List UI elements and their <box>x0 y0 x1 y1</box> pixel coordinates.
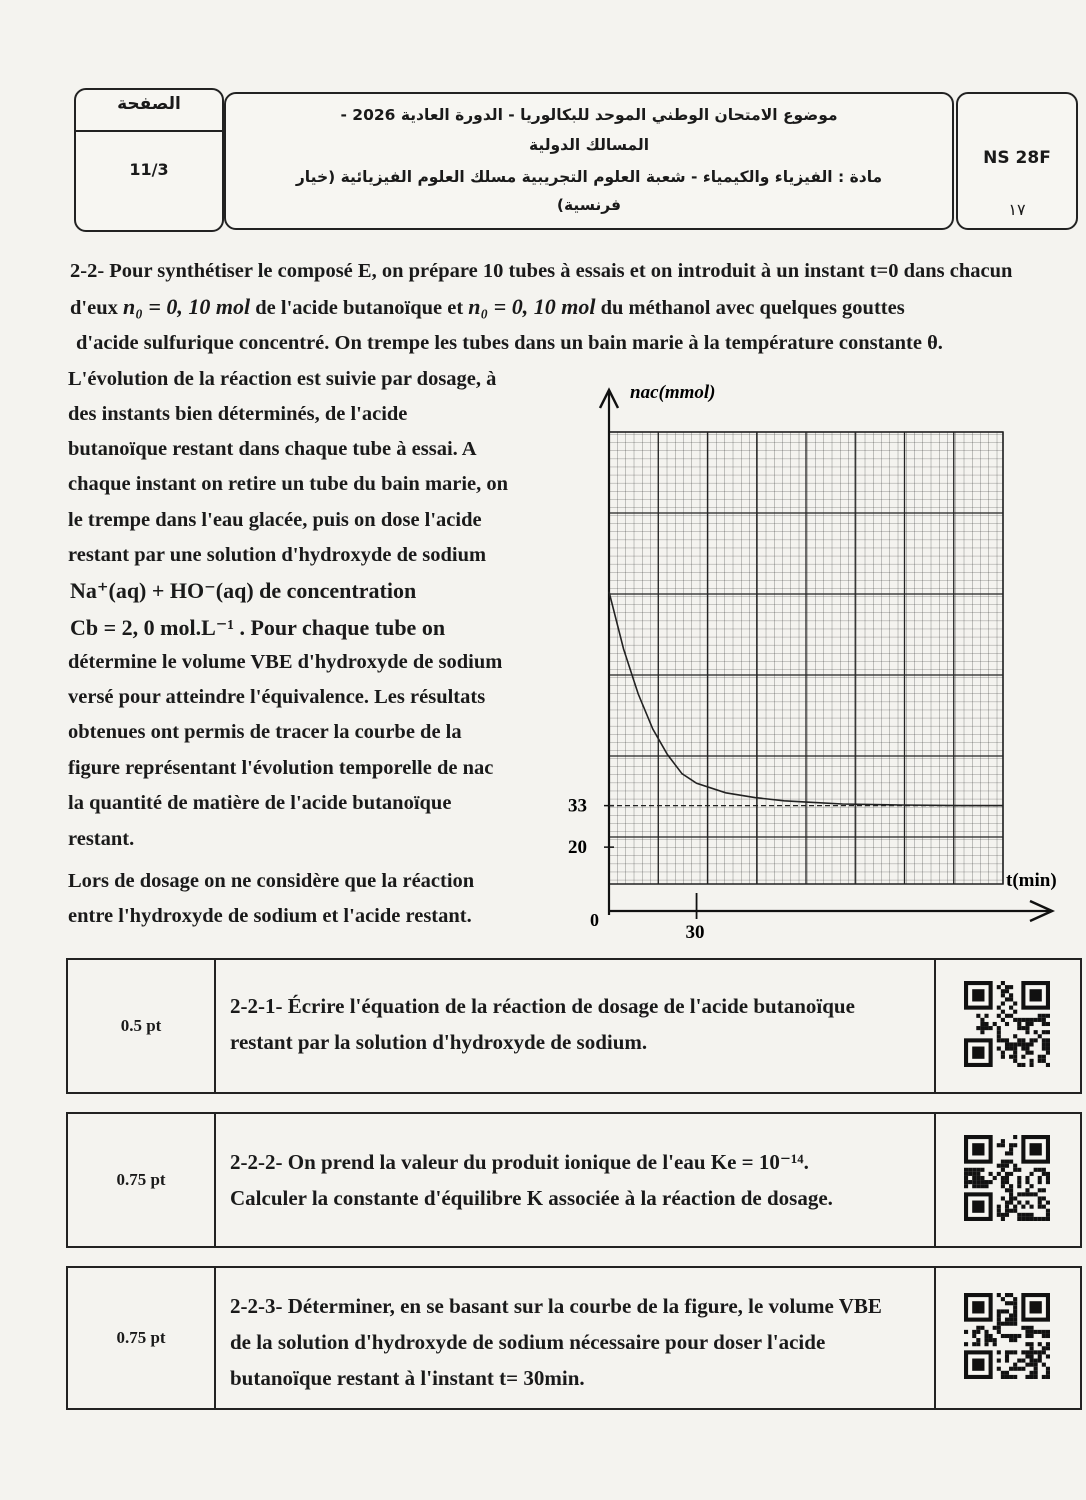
exam-code-mark: ١٧ <box>1008 202 1026 219</box>
body-line: figure représentant l'évolution temporelle de nac <box>68 757 494 779</box>
intro-l2e: du méthanol avec quelques gouttes <box>595 297 905 319</box>
qr-cell <box>934 1112 1082 1248</box>
x-tick-0: 0 <box>590 910 599 930</box>
question-box <box>66 1112 1082 1248</box>
body-line: détermine le volume VBE d'hydroxyde de sodium <box>68 651 503 673</box>
concentration-line: Cb = 2, 0 mol.L⁻¹ . Pour chaque tube on <box>70 615 446 640</box>
intro-line-1 <box>70 261 1012 282</box>
dosage-note-1: Lors de dosage on ne considère que la réaction <box>68 870 475 892</box>
question-text: 2-2-1- Écrire l'équation de la réaction de dosage de l'acide butanoïque <box>230 994 855 1018</box>
intro-l2c: de l'acide butanoïque et <box>250 297 469 319</box>
intro-n0-methanol: n₀ = 0, 10 mol <box>468 294 596 319</box>
points-label: 0.5 pt <box>68 960 216 1092</box>
question-text: de la solution d'hydroxyde de sodium nécessaire pour doser l'acide <box>230 1330 826 1354</box>
exam-title-line3: مادة : الفيزياء والكيمياء - شعبة العلوم التجريبية مسلك العلوم الفيزيائية (خيار <box>295 168 883 186</box>
body-line: L'évolution de la réaction est suivie par dosage, à <box>68 368 497 390</box>
intro-line-2 <box>70 296 905 319</box>
x-tick-label: 30 <box>685 922 705 943</box>
body-line: le trempe dans l'eau glacée, puis on dose l'acide <box>68 509 482 531</box>
body-line: versé pour atteindre l'équivalence. Les résultats <box>68 686 486 708</box>
body-line: obtenues ont permis de tracer la courbe de la <box>68 721 462 743</box>
dosage-note-2: entre l'hydroxyde de sodium et l'acide restant. <box>68 905 472 927</box>
chart <box>560 370 1080 950</box>
body-line: chaque instant on retire un tube du bain marie, on <box>68 473 509 495</box>
y-tick-label: 20 <box>568 837 587 859</box>
qr-code-icon[interactable] <box>964 1135 1050 1221</box>
exam-title-line4: فرنسية) <box>556 196 622 214</box>
qr-code-icon[interactable] <box>964 981 1050 1067</box>
intro-l2a: d'eux <box>70 297 123 319</box>
body-line: restant par une solution d'hydroxyde de sodium <box>68 544 487 566</box>
exam-title-line2: المسالك الدولية <box>528 136 650 154</box>
ion-formula: Na⁺(aq) + HO⁻(aq) de concentration <box>70 578 417 603</box>
qr-cell <box>934 1266 1082 1410</box>
intro-line-1-text: 2-2- Pour synthétiser le composé E, on prépare 10 tubes à essais et on introduit à un instant t=0 dans chacun <box>70 260 1013 282</box>
intro-line-3 <box>76 333 943 354</box>
question-text: butanoïque restant à l'instant t= 30min. <box>230 1366 585 1390</box>
question-box <box>66 1266 1082 1410</box>
question-text: 2-2-2- On prend la valeur du produit ionique de l'eau Ke = 10⁻¹⁴. <box>230 1150 809 1174</box>
qr-code-icon[interactable] <box>964 1293 1050 1379</box>
body-line: des instants bien déterminés, de l'acide <box>68 403 408 425</box>
exam-code-box <box>956 92 1078 230</box>
page-label: الصفحة <box>117 94 181 114</box>
points-label: 0.75 pt <box>68 1268 216 1408</box>
y-axis-label: nac(mmol) <box>630 382 716 403</box>
points-label: 0.75 pt <box>68 1114 216 1246</box>
exam-title-line1: موضوع الامتحان الوطني الموحد للبكالوريا - الدورة العادية 2026 - <box>340 106 838 124</box>
page-number-box <box>74 88 224 232</box>
exam-code: NS 28F <box>983 148 1051 168</box>
question-text: restant par la solution d'hydroxyde de sodium. <box>230 1030 648 1054</box>
body-line: butanoïque restant dans chaque tube à essai. A <box>68 438 477 460</box>
intro-l3: d'acide sulfurique concentré. On trempe les tubes dans un bain marie à la température constante θ. <box>76 332 943 354</box>
body-line: restant. <box>68 828 135 850</box>
x-axis-label: t(min) <box>1006 870 1057 891</box>
exam-title-box <box>224 92 954 230</box>
qr-cell <box>934 958 1082 1094</box>
page-number: 11/3 <box>129 160 169 179</box>
question-text: 2-2-3- Déterminer, en se basant sur la courbe de la figure, le volume VBE <box>230 1294 882 1318</box>
page-label-divider <box>76 130 222 132</box>
body-line: la quantité de matière de l'acide butanoïque <box>68 792 452 814</box>
question-box <box>66 958 1082 1094</box>
question-text: Calculer la constante d'équilibre K associée à la réaction de dosage. <box>230 1186 833 1210</box>
y-tick-label: 33 <box>568 795 587 817</box>
intro-n0-acid: n₀ = 0, 10 mol <box>122 294 251 319</box>
